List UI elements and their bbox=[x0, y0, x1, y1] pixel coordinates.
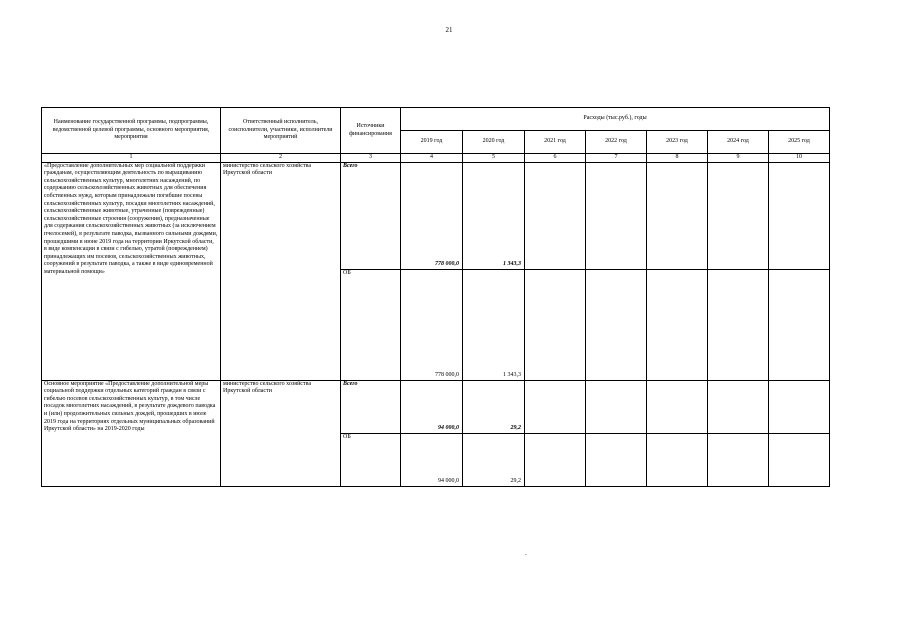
source-label: Всего bbox=[341, 162, 401, 269]
source-label: ОБ bbox=[341, 433, 401, 486]
program-name: «Предоставление дополнительных мер социальной поддержки гражданам, осуществляющим деятельность по выращиванию сельскохозяйственных культур, многолетних насаждений, по содержанию сельскохозяйственных животных для обеспечения собственных нужд, которым принадлежали погибшие посевы сельскохозяйственных культур, посадки многолетних насаждений, сельскохозяйственные животные, утраченные (поврежденные) сельскохозяйственные строения (сооружения), предназначенные для содержания сельскохозяйственных животных (за исключением пчелосемей), в результате паводка, вызванного сильными дождями, прошедшими в июне 2019 года на территории Иркутской области, в виде компенсации в связи с гибелью, утратой (повреждением) принадлежащих им посевов, сельскохозяйственных животных, сооружений в результате паводка, а также в виде единовременной материальной помощи» bbox=[42, 162, 221, 380]
column-number: 2 bbox=[221, 154, 341, 163]
value-2020: 29,2 bbox=[463, 380, 525, 433]
value-2019: 94 000,0 bbox=[401, 433, 463, 486]
source-label: Всего bbox=[341, 380, 401, 433]
scan-speck bbox=[525, 554, 527, 555]
header-executor: Ответственный исполнитель, соисполнители, участники, исполнители мероприятий bbox=[221, 108, 341, 154]
column-number: 5 bbox=[463, 154, 525, 163]
column-number: 8 bbox=[647, 154, 708, 163]
column-number: 3 bbox=[341, 154, 401, 163]
header-year: 2024 год bbox=[708, 131, 769, 154]
executor: министерство сельского хозяйства Иркутской области bbox=[221, 162, 341, 380]
header-year: 2019 год bbox=[401, 131, 463, 154]
page-number: 21 bbox=[445, 26, 453, 34]
table-row bbox=[42, 380, 830, 433]
header-year: 2022 год bbox=[586, 131, 647, 154]
column-number: 6 bbox=[525, 154, 586, 163]
expenses-table bbox=[41, 107, 830, 487]
column-number: 7 bbox=[586, 154, 647, 163]
value-2020: 29,2 bbox=[463, 433, 525, 486]
column-number: 1 bbox=[42, 154, 221, 163]
value-2020: 1 343,3 bbox=[463, 162, 525, 269]
value-2019: 94 000,0 bbox=[401, 380, 463, 433]
source-label: ОБ bbox=[341, 269, 401, 380]
program-name: Основное мероприятие «Предоставление дополнительной меры социальной поддержки отдельных категорий граждан в связи с гибелью посевов сельскохозяйственных культур, в том числе посадок многолетних насаждений, в результате дождевого паводка и (или) продолжительных сильных дождей, прошедших в июле 2019 года на территориях отдельных муниципальных образований Иркутской области» на 2019-2020 годы bbox=[42, 380, 221, 486]
value-2019: 778 000,0 bbox=[401, 162, 463, 269]
value-2020: 1 343,3 bbox=[463, 269, 525, 380]
header-year: 2020 год bbox=[463, 131, 525, 154]
column-number: 9 bbox=[708, 154, 769, 163]
header-source: Источники финансирования bbox=[341, 108, 401, 154]
value-2019: 778 000,0 bbox=[401, 269, 463, 380]
header-year: 2025 год bbox=[769, 131, 830, 154]
column-number: 4 bbox=[401, 154, 463, 163]
header-name: Наименование государственной программы, подпрограммы, ведомственной целевой программы, основного мероприятия, мероприятия bbox=[42, 108, 221, 154]
header-year: 2021 год bbox=[525, 131, 586, 154]
column-number: 10 bbox=[769, 154, 830, 163]
column-number-row bbox=[42, 154, 830, 163]
executor: министерство сельского хозяйства Иркутской области bbox=[221, 380, 341, 486]
header-year: 2023 год bbox=[647, 131, 708, 154]
header-expenses: Расходы (тыс.руб.), годы bbox=[401, 108, 830, 131]
table-row bbox=[42, 162, 830, 269]
